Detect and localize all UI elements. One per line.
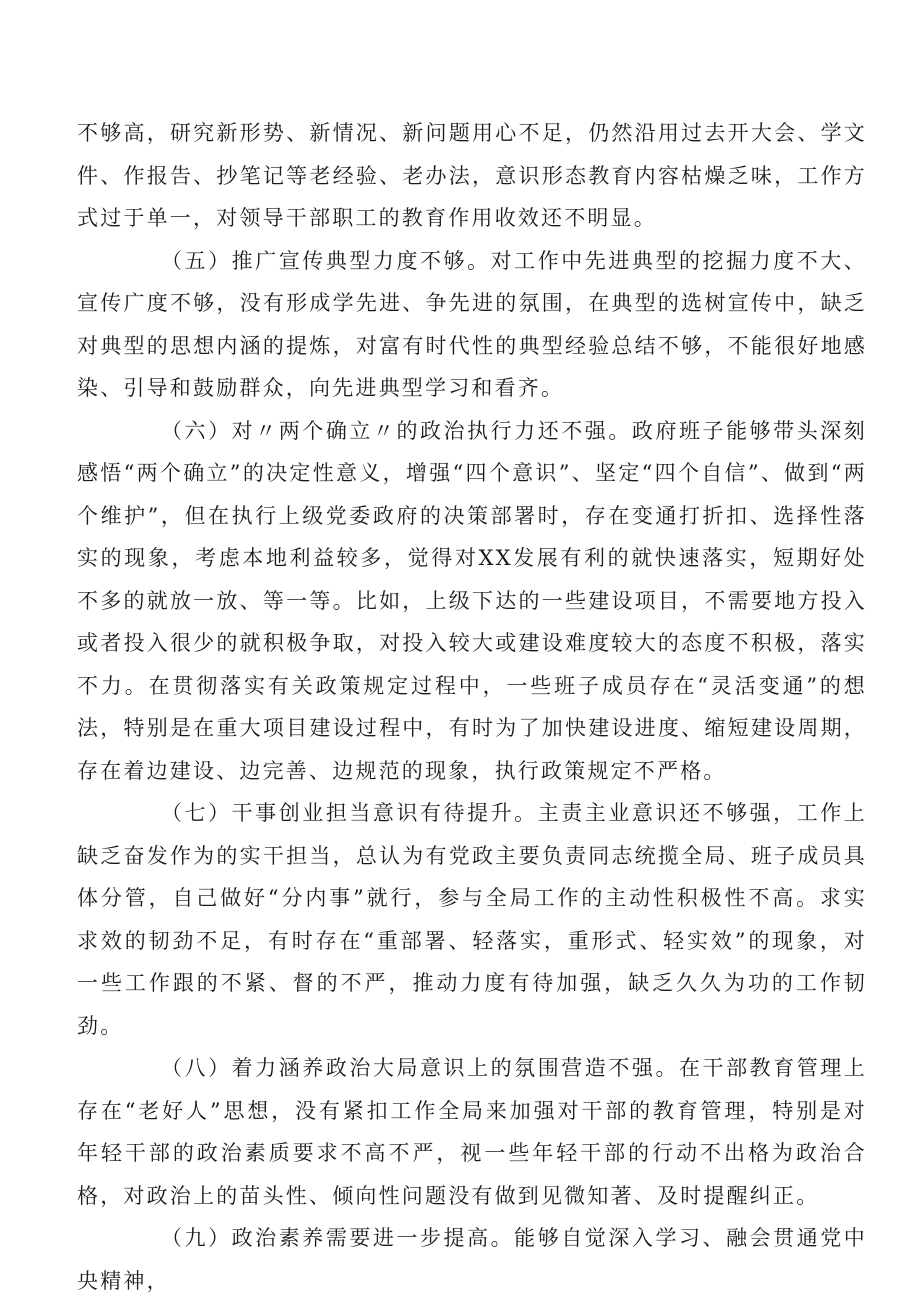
paragraph-item-8: （八）着力涵养政治大局意识上的氛围营造不强。在干部教育管理上存在“老好人”思想，没有紧扣工作全局来加强对干部的教育管理，特别是对年轻干部的政治素质要求不高不严，视一些年轻干部的行动不出格为政治合格，对政治上的苗头性、倾向性问题没有做到见微知著、及时提醒纠正。 (77, 1056, 867, 1208)
paragraph-item-5: （五）推广宣传典型力度不够。对工作中先进典型的挖掘力度不大、宣传广度不够，没有形成学先进、争先进的氛围，在典型的选树宣传中，缺乏对典型的思想内涵的提炼，对富有时代性的典型经验总结不够，不能很好地感染、引导和鼓励群众，向先进典型学习和看齐。 (77, 248, 867, 400)
paragraph-continuation: 不够高，研究新形势、新情况、新问题用心不足，仍然沿用过去开大会、学文件、作报告、抄笔记等老经验、老办法，意识形态教育内容枯燥乏味，工作方式过于单一，对领导干部职工的教育作用收效还不明显。 (77, 121, 867, 230)
paragraph-item-9: （九）政治素养需要进一步提高。能够自觉深入学习、融会贯通党中央精神， (77, 1226, 867, 1293)
paragraph-item-6: （六）对〃两个确立〃的政治执行力还不强。政府班子能够带头深刻感悟“两个确立”的决定性意义，增强“四个意识”、坚定“四个自信”、做到“两个维护”，但在执行上级党委政府的决策部署时，存在变通打折扣、选择性落实的现象，考虑本地利益较多，觉得对XX发展有利的就快速落实，短期好处不多的就放一放、等一等。比如，上级下达的一些建设项目，不需要地方投入或者投入很少的就积极争取，对投入较大或建设难度较大的态度不积极，落实不力。在贯彻落实有关政策规定过程中，一些班子成员存在“灵活变通”的想法，特别是在重大项目建设过程中，有时为了加快建设进度、缩短建设周期，存在着边建设、边完善、边规范的现象，执行政策规定不严格。 (77, 418, 867, 783)
document-body (77, 112, 867, 1302)
paragraph-item-7: （七）干事创业担当意识有待提升。主责主业意识还不够强，工作上缺乏奋发作为的实干担当，总认为有党政主要负责同志统揽全局、班子成员具体分管，自己做好“分内事”就行，参与全局工作的主动性积极性不高。求实求效的韧劲不足，有时存在“重部署、轻落实，重形式、轻实效”的现象，对一些工作跟的不紧、督的不严，推动力度有待加强，缺乏久久为功的工作韧劲。 (77, 801, 867, 1038)
